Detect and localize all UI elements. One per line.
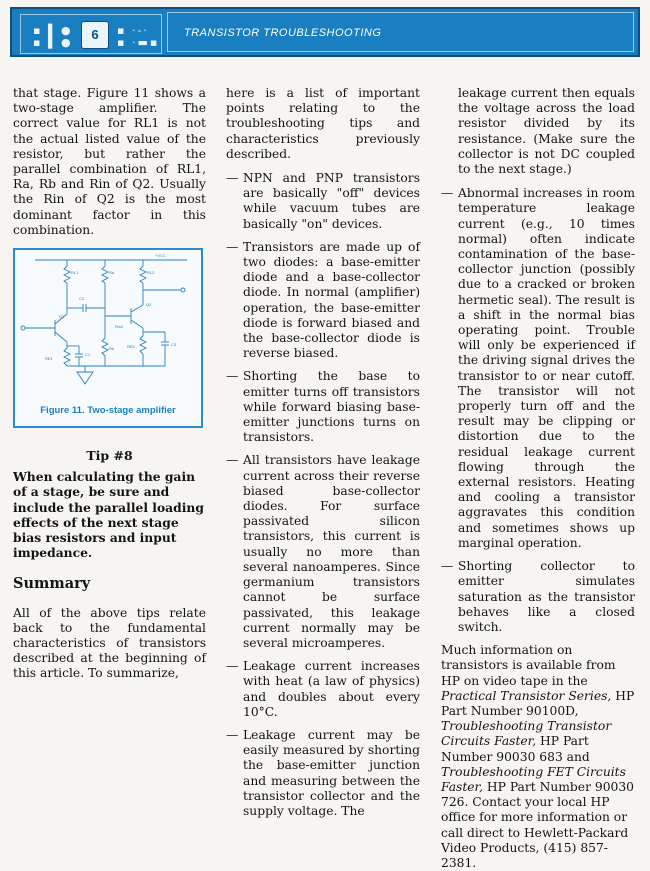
summary-heading: Summary	[13, 575, 91, 593]
figure-11	[13, 248, 203, 428]
hp-logo-block	[20, 14, 162, 54]
figure-label: Ra	[109, 270, 115, 276]
figure-label: Rin2	[115, 324, 124, 330]
two-stage-amplifier-schematic	[15, 250, 201, 426]
closing-text: HP Part Number 90030 683 and	[441, 734, 590, 764]
figure-caption: Figure 11. Two-stage amplifier	[40, 404, 176, 416]
decorative-dots-icon: ▪ ·▬▪	[117, 36, 160, 49]
bullet-item: — All transistors have leakage current across their reverse biased base-collector diodes. For surface passivated silicon transistors, this current is usually no more than several nanoamperes. Since germanium transistors cannot be surface passivated, this leakage current normally may be several microamperes.	[226, 453, 420, 651]
closing-paragraph	[441, 643, 635, 871]
figure-label: Q1	[59, 314, 65, 320]
section-title: TRANSISTOR TROUBLESHOOTING	[184, 27, 382, 39]
figure-label: RL2	[147, 270, 155, 276]
video-series-title: Practical Transistor Series,	[441, 688, 612, 703]
decorative-dots-icon: ▪ ▌	[33, 24, 59, 37]
figure-label: C3	[171, 342, 177, 348]
bullet-list	[226, 171, 420, 819]
closing-text: Much information on transistors is available from HP on video tape in the	[441, 643, 616, 688]
video-series-title: Troubleshooting Transistor Circuits Faster,	[441, 719, 612, 749]
bullet-continuation: leakage current then equals the voltage across the load resistor divided by its resistance. (Make sure the collector is not DC coupled to the next stage.)	[458, 86, 635, 177]
tip-heading: Tip #8	[86, 448, 133, 464]
figure-label: RE2	[127, 344, 135, 350]
decorative-dots-icon: ●	[61, 24, 73, 37]
figure-label: +VCC	[155, 253, 166, 259]
figure-label: RE1	[45, 356, 53, 362]
bullet-item: — Shorting collector to emitter simulates saturation as the transistor behaves like a closed switch.	[441, 559, 635, 635]
column-2	[226, 86, 420, 827]
bullet-list	[441, 186, 635, 635]
bullet-item: — NPN and PNP transistors are basically "off" devices while vacuum tubes are basically "on" devices.	[226, 171, 420, 232]
paragraph-intro: that stage. Figure 11 shows a two-stage amplifier. The correct value for RL1 is not the actual listed value of the resistor, but rather the parallel combination of RL1, Ra, Rb and Rin of Q2. Usually the Rin of Q2 is the most dominant factor in this combination.	[13, 86, 206, 237]
page-header	[10, 7, 640, 57]
tip-body: When calculating the gain of a stage, be sure and include the parallel loading effects of the next stage bias resistors and input impedance.	[13, 469, 204, 561]
bullet-item: — Abnormal increases in room temperature leakage current (e.g., 10 times normal) often indicate contamination of the base-collector junction (possibly due to a cracked or broken hermetic seal). The result is a shift in the normal bias operating point. Trouble will only be experienced if the driving signal drives the transistor to or near cutoff. The transistor will not properly turn off and the result may be clipping or distortion due to the residual leakage current flowing through the external resistors. Heating and cooling a transistor aggravates this condition and sometimes shows up marginal operation.	[441, 186, 635, 551]
closing-text: HP Part Number 90100D,	[441, 688, 635, 718]
figure-label: Q2	[146, 302, 152, 308]
figure-label: Rb	[109, 346, 115, 352]
figure-label: C2	[79, 296, 85, 302]
bullet-item: — Transistors are made up of two diodes: a base-emitter diode and a base-collector diode. In normal (amplifier) operation, the base-emitter diode is forward biased and the base-collector diode is reverse biased.	[226, 240, 420, 362]
page-number: 6	[81, 21, 109, 49]
decorative-dots-icon: ▪ ▌	[33, 36, 59, 49]
column-3	[441, 86, 635, 871]
figure-label: RL1	[71, 270, 79, 276]
paragraph-intro: here is a list of important points relating to the troubleshooting tips and characteristics previously described.	[226, 86, 420, 161]
decorative-dots-icon: ●	[61, 36, 73, 49]
bullet-item: — Leakage current increases with heat (a law of physics) and doubles about every 10°C.	[226, 659, 420, 720]
figure-label: C1	[85, 352, 91, 358]
column-1	[13, 86, 206, 682]
decorative-dots-icon: ▪ ·‑·	[117, 24, 149, 37]
bullet-item: — Leakage current may be easily measured by shorting the base-emitter junction and measuring between the transistor collector and the supply voltage. The	[226, 728, 420, 819]
closing-text: HP Part Number 90030 726. Contact your local HP office for more information or call direct to Hewlett-Packard Video Products, (415) 857-2381.	[441, 779, 634, 870]
summary-paragraph: All of the above tips relate back to the fundamental characteristics of transistors described at the beginning of this article. To summarize,	[13, 605, 206, 681]
bullet-item: — Shorting the base to emitter turns off transistors while forward biasing base-emitter junctions turns on transistors.	[226, 369, 420, 445]
video-series-title: Troubleshooting FET Circuits Faster,	[441, 764, 626, 794]
